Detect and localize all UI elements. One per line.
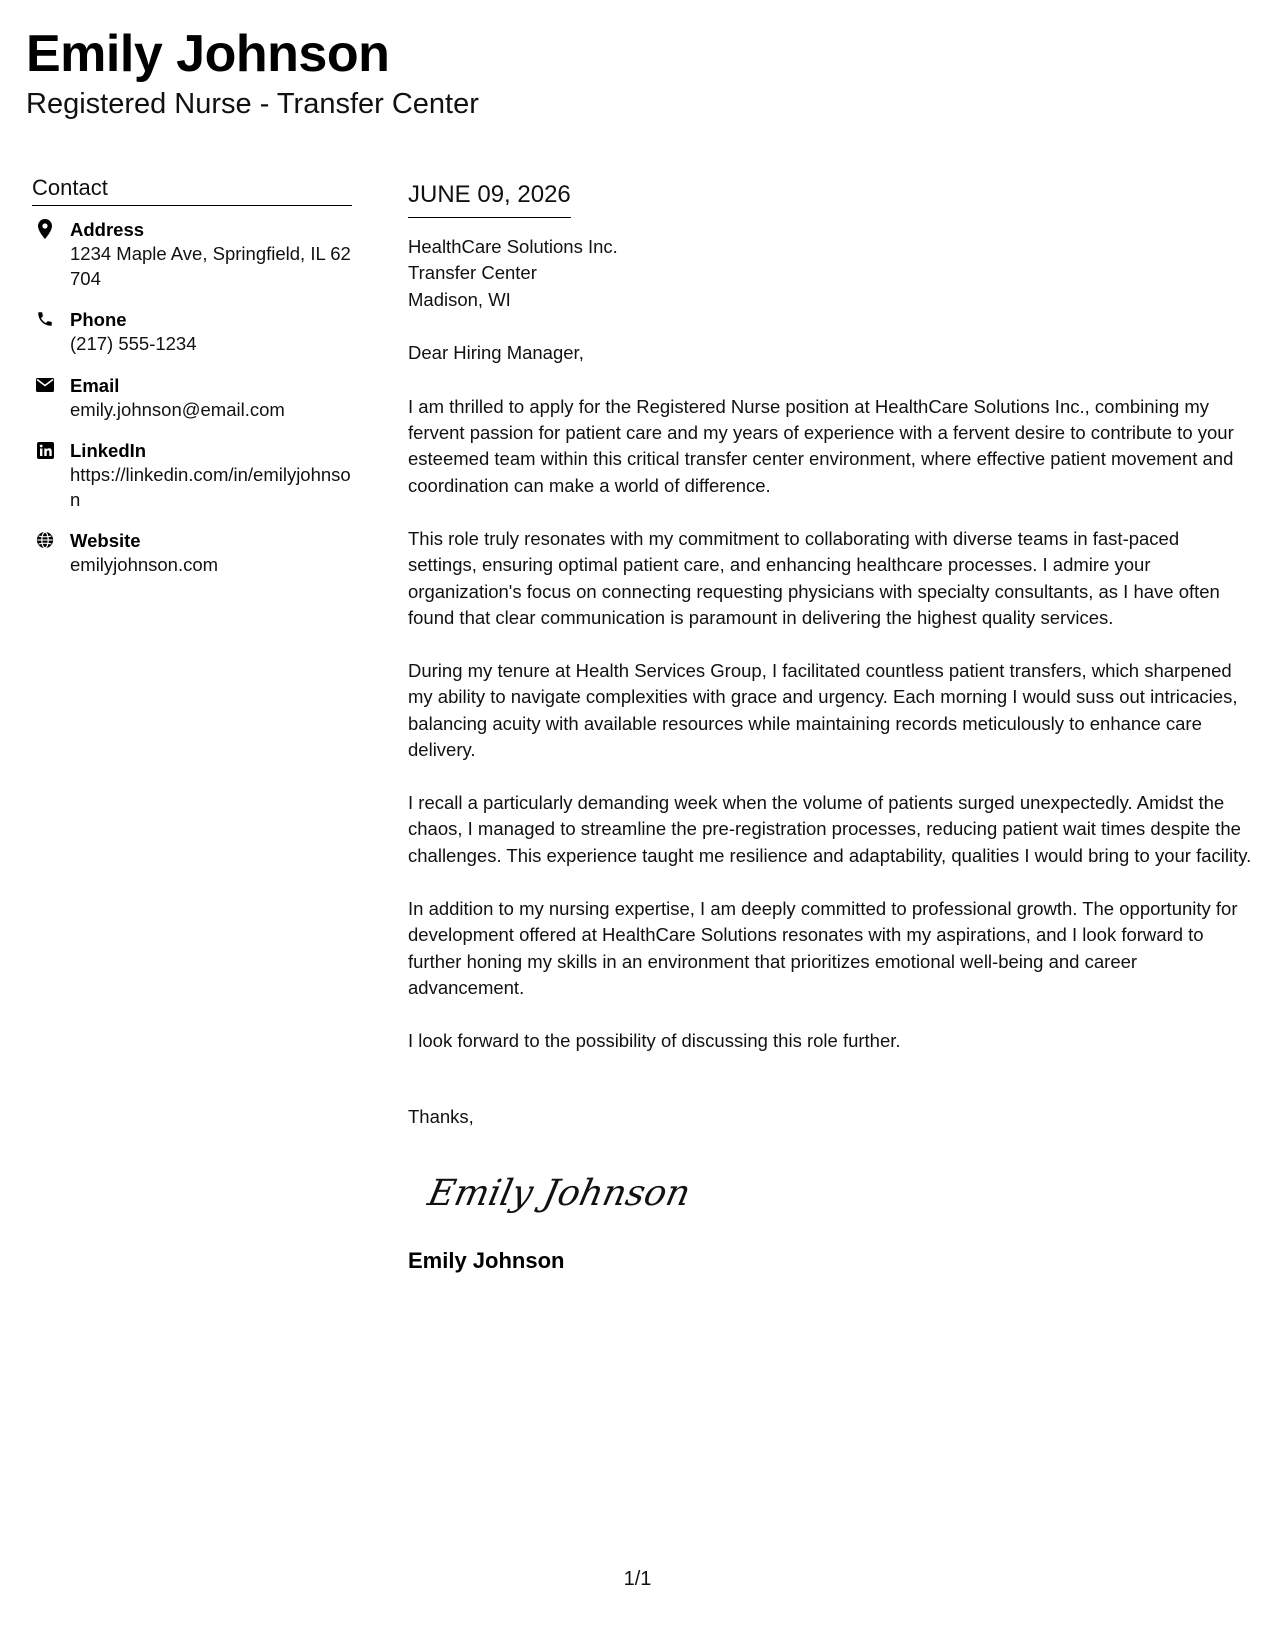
body-paragraph: I recall a particularly demanding week when the volume of patients surged unexpectedly. Amidst the chaos, I managed to streamline the pre-registration processes, reducing patient wait times despite the challenges. This experience taught me resilience and adaptability, qualities I would bring to your facility. <box>408 792 1252 866</box>
recipient-department: Transfer Center <box>408 262 537 284</box>
page-number: 1/1 <box>623 1568 652 1590</box>
contact-item-linkedin <box>32 439 352 512</box>
linkedin-icon <box>35 440 55 460</box>
contact-value-phone: (217) 555-1234 <box>70 333 197 354</box>
body-paragraph: This role truly resonates with my commitment to collaborating with diverse teams in fast-paced settings, ensuring optimal patient care, and enhancing healthcare processes. I admire your organization's focus on connecting requesting physicians with specialty consultants, as I have often found that clear communication is paramount in delivering the highest quality services. <box>408 527 1220 628</box>
signature-image <box>424 1159 695 1229</box>
applicant-name: Emily Johnson <box>26 25 390 83</box>
contact-label: Address <box>70 219 145 240</box>
phone-icon <box>35 309 55 329</box>
closing: Thanks, <box>408 1106 474 1128</box>
contact-item-email <box>32 374 352 423</box>
contact-heading: Contact <box>32 174 352 206</box>
contact-sidebar <box>32 174 352 595</box>
letter-body <box>408 178 1253 1274</box>
envelope-icon <box>35 375 55 395</box>
contact-label: Email <box>70 374 120 396</box>
body-paragraph: I look forward to the possibility of discussing this role further. <box>408 1029 901 1051</box>
recipient-address <box>408 234 1253 313</box>
contact-item-phone <box>32 308 352 357</box>
contact-value-address: 1234 Maple Ave, Springfield, IL 62704 <box>70 243 351 289</box>
contact-item-website <box>32 529 352 578</box>
signature-text: Emily Johnson <box>424 1171 695 1214</box>
recipient-location: Madison, WI <box>408 288 511 310</box>
contact-value-linkedin[interactable]: https://linkedin.com/in/emilyjohnson <box>70 464 351 510</box>
globe-icon <box>35 530 55 550</box>
contact-value-email[interactable]: emily.johnson@email.com <box>70 398 285 420</box>
contact-value-website[interactable]: emilyjohnson.com <box>70 554 219 575</box>
contact-label: Phone <box>70 309 127 330</box>
letter-date: JUNE 09, 2026 <box>408 178 571 218</box>
contact-label: Website <box>70 530 141 551</box>
body-paragraph: I am thrilled to apply for the Registered Nurse position at HealthCare Solutions Inc., combining my fervent passion for patient care and my years of experience with a fervent desire to contribute to your esteemed team within this critical transfer center environment, where effective patient movement and coordination can make a world of difference. <box>408 395 1234 496</box>
signer-name: Emily Johnson <box>408 1248 565 1274</box>
applicant-title: Registered Nurse - Transfer Center <box>26 88 479 120</box>
recipient-company: HealthCare Solutions Inc. <box>408 236 618 257</box>
closing-block <box>408 1104 1253 1274</box>
contact-label: LinkedIn <box>70 440 147 461</box>
contact-item-address <box>32 218 352 291</box>
body-paragraph: During my tenure at Health Services Group, I facilitated countless patient transfers, which sharpened my ability to navigate complexities with grace and urgency. Each morning I would suss out intricacies, balancing acuity with available resources while maintaining records meticulously to enhance care delivery. <box>408 659 1238 761</box>
body-paragraph: In addition to my nursing expertise, I am deeply committed to professional growth. The opportunity for development offered at HealthCare Solutions resonates with my aspirations, and I look forward to further honing my skills in an environment that prioritizes emotional well-being and career advancement. <box>408 897 1238 998</box>
map-pin-icon <box>35 219 55 239</box>
letter-header <box>26 22 479 122</box>
salutation: Dear Hiring Manager, <box>408 342 584 364</box>
